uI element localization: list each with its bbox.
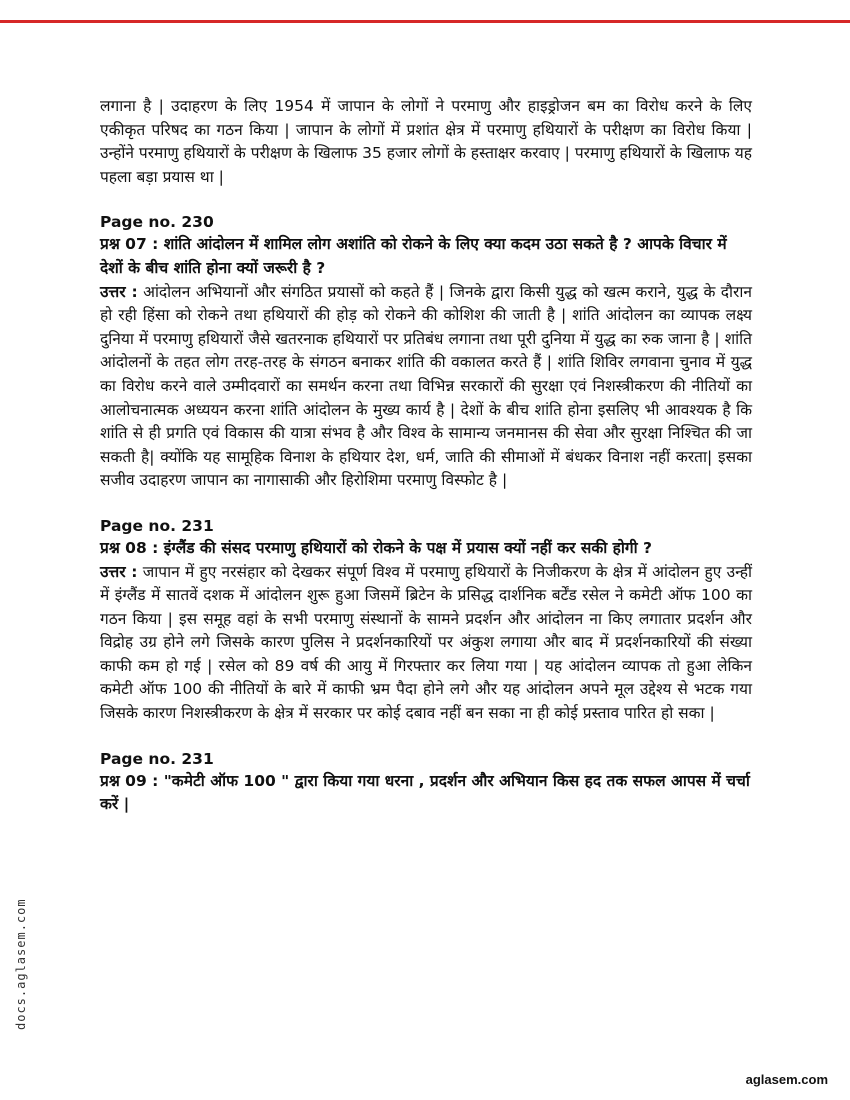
answer-paragraph	[100, 561, 752, 726]
answer-label: उत्तर :	[100, 562, 138, 581]
question-heading: प्रश्न 08 : इंग्लैंड की संसद परमाणु हथियारों को रोकने के पक्ष में प्रयास क्यों नहीं कर सकी होगी ?	[100, 538, 653, 557]
page-number-label: Page no. 231	[100, 516, 214, 535]
answer-text: आंदोलन अभियानों और संगठित प्रयासों को कहते हैं | जिनके द्वारा किसी युद्ध को खत्म कराने, युद्ध के दौरान हो रही हिंसा को रोकने तथा हथियारों की होड़ को रोकने की कोशिश की जाती है | शांति आंदोलन का व्यापक लक्ष्य दुनिया में परमाणु हथियारों जैसे खतरनाक हथियारों पर प्रतिबंध लगाना तथा पूरी दुनिया में युद्ध का रुक जाना है | शांति आंदोलनों के तहत लोग तरह-तरह के संगठन बनाकर शांति की वकालत करते हैं | शांति शिविर लगवाना चुनाव में युद्ध का विरोध करने वाले उम्मीदवारों का समर्थन करना तथा विभिन्न सरकारों की सुरक्षा एवं निशस्त्रीकरण की नीतियों का आलोचनात्मक अध्ययन करना शांति आंदोलन के मुख्य कार्य है | देशों के बीच शांति होना इसलिए भी आवश्यक है कि शांति से ही प्रगति एवं विकास की यात्रा संभव है और विश्व के सामान्य जनमानस की सेवा और सुरक्षा निश्चित की जा सकती है| क्योंकि यह सामूहिक विनाश के हथियार देश, धर्म, जाति की सीमाओं में बंधकर विनाश नहीं करता| इसका सजीव उदाहरण जापान का नागासाकी और हिरोशिमा परमाणु विस्फोट है |	[100, 282, 753, 490]
top-red-rule	[0, 20, 850, 23]
page-number-label: Page no. 230	[100, 213, 214, 232]
question-section-09	[100, 748, 752, 817]
answer-label: उत्तर :	[100, 282, 138, 301]
intro-paragraph: लगाना है | उदाहरण के लिए 1954 में जापान के लोगों ने परमाणु और हाइड्रोजन बम का विरोध करने के लिए एकीकृत परिषद का गठन किया | जापान के लोगों में प्रशांत क्षेत्र में परमाणु हथियारों के परीक्षण का विरोध किया | उन्होंने परमाणु हथियारों के परीक्षण के खिलाफ 35 हजार लोगों के हस्ताक्षर करवाए | परमाणु हथियारों के खिलाफ यह पहला बड़ा प्रयास था |	[100, 97, 752, 186]
page-number-label: Page no. 231	[100, 749, 214, 768]
question-heading: प्रश्न 07 : शांति आंदोलन में शामिल लोग अशांति को रोकने के लिए क्या कदम उठा सकते है ? आपके विचार में देशों के बीच शांति होना क्यों जरूरी है ?	[100, 235, 727, 277]
footer-brand: aglasem.com	[745, 1072, 828, 1087]
document-body	[100, 95, 752, 817]
answer-paragraph	[100, 281, 752, 493]
answer-text: जापान में हुए नरसंहार को देखकर संपूर्ण विश्व में परमाणु हथियारों के निजीकरण के क्षेत्र में आंदोलन हुए उन्हीं में इंग्लैंड में सातवें दशक में आंदोलन शुरू हुआ जिसमें ब्रिटेन के प्रसिद्ध दार्शनिक बर्टेंड रसेल ने कमेटी ऑफ 100 का गठन किया | इस समूह वहां के सभी परमाणु संस्थानों के सामने प्रदर्शन और आंदोलन ना किए लगातार प्रदर्शन और विद्रोह उग्र होने लगे जिसके कारण पुलिस ने प्रदर्शनकारियों पर अंकुश लगाया और बाद में प्रदर्शनकारियों की संख्या काफी कम हो गई | रसेल को 89 वर्ष की आयु में गिरफ्तार कर लिया गया | यह आंदोलन व्यापक तो हुआ लेकिन कमेटी ऑफ 100 की नीतियों के बारे में काफी भ्रम पैदा होने लगे और यह आंदोलन अपने मूल उद्देश्य से भटक गया जिसके कारण निशस्त्रीकरण के क्षेत्र में सरकार पर कोई दबाव नहीं बन सका ना ही कोई प्रस्ताव पारित हो सका |	[100, 562, 752, 723]
question-heading: प्रश्न 09 : "कमेटी ऑफ 100 " द्वारा किया गया धरना , प्रदर्शन और अभियान किस हद तक सफल आपस में चर्चा करें |	[100, 771, 750, 814]
question-section-07	[100, 211, 752, 493]
question-section-08	[100, 515, 752, 726]
side-watermark-url: docs.aglasem.com	[14, 898, 28, 1030]
